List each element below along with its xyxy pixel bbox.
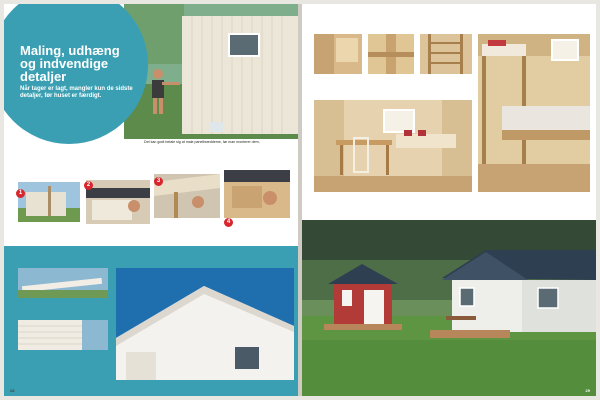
overhang-boards-caption [20, 300, 110, 312]
door-detail-photo [368, 34, 414, 74]
overhang-boards-photo [18, 268, 108, 298]
loft-ladder-caption [422, 76, 472, 98]
right-page-number: 29 [585, 388, 590, 393]
step1-caption [18, 224, 82, 246]
door-detail-caption [368, 76, 416, 98]
step-badge-4: 4 [224, 218, 233, 227]
lead-text: Når tager er lagt, mangler kun de sidste detaljer, før huset er færdigt. [20, 86, 133, 99]
corner-room-caption [314, 76, 364, 98]
step-photo-1 [18, 182, 80, 222]
left-page-number: 28 [10, 388, 15, 393]
ceiling-caption [20, 354, 110, 376]
intro-text [20, 102, 138, 114]
gable-caption-bottom [154, 334, 214, 350]
houses-caption [334, 344, 434, 376]
dining-photo [314, 100, 472, 192]
ceiling-photo [18, 320, 108, 350]
step-photo-3 [154, 174, 220, 218]
corner-room-photo [314, 34, 362, 74]
step-photo-2 [86, 180, 150, 224]
painting-photo [124, 4, 298, 139]
step-photo-4 [224, 170, 290, 218]
bedroom-photo [478, 34, 590, 192]
right-page [302, 4, 596, 396]
loft-ladder-photo [420, 34, 472, 74]
step-badge-3: 3 [154, 177, 163, 186]
dining-caption [314, 194, 474, 206]
left-page [4, 4, 298, 396]
step-badge-1: 1 [16, 189, 25, 198]
gable-caption-right [228, 268, 290, 290]
step3-caption [162, 220, 222, 242]
painting-scene [124, 4, 298, 139]
step2-caption [88, 226, 150, 248]
gable-caption-left [138, 276, 200, 298]
page-title: Maling, udhæng og indvendige detaljer [20, 43, 120, 84]
bedroom-caption [478, 194, 590, 206]
step-badge-2: 2 [84, 181, 93, 190]
painting-caption: Det kan godt betale sig at male panelbrædderne, før man monterer dem, [144, 140, 260, 144]
step4-caption [236, 220, 296, 242]
